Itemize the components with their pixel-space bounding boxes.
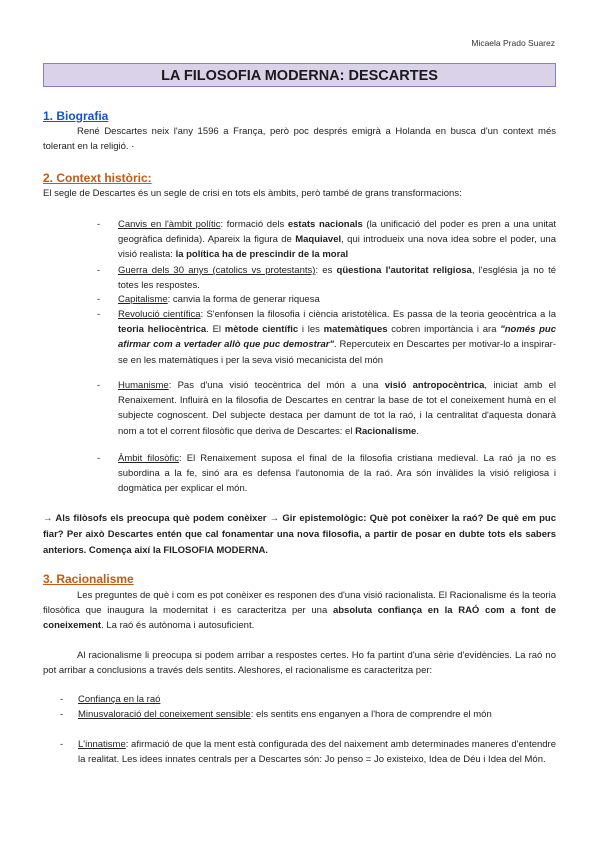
page-title: LA FILOSOFIA MODERNA: DESCARTES bbox=[43, 63, 556, 87]
list-item bbox=[97, 263, 556, 293]
context-conclusion: → Als filòsofs els preocupa què podem conèixer → Gir epistemològic: Què pot conèixer la raó? De què em puc fiar? Per això Descartes entén que cal fonamentar una nova filosofia, a partir de posar en dubte tots els sabers anteriors. Comença així la FILOSOFIA MODERNA. bbox=[43, 513, 556, 556]
item-text: : formació dels bbox=[220, 219, 288, 230]
item-label: L'innatisme bbox=[78, 739, 126, 750]
item-text: : El Renaixement suposa el final de la filosofia cristiana medieval. La raó ja no es subordina a la fe, sinó ara es defensa l'autonomia de la raó. Ara són invàlides la visió religiosa i dogmàtica per explicar el món. bbox=[118, 453, 556, 495]
item-text: . bbox=[416, 425, 419, 437]
item-bold: visió antropocèntrica bbox=[384, 380, 485, 391]
list-item bbox=[60, 737, 556, 767]
item-bold: estats nacionals bbox=[287, 219, 363, 230]
item-text: , qui introdueix una nova idea sobre el poder, una visió realista: bbox=[118, 234, 556, 261]
item-label: Àmbit filosòfic bbox=[118, 453, 180, 464]
item-label: Humanisme bbox=[118, 380, 169, 391]
bullet-dash: - bbox=[97, 453, 101, 464]
paragraph-text: Les preguntes de què i com es pot conèixer es responen des d'una visió racionalista. El Racionalisme és la teoria filosòfica que inaugura la modernitat i es caracteritza per una bbox=[43, 590, 556, 617]
item-text: : canvia la forma de generar riquesa bbox=[167, 294, 320, 305]
bullet-dash: - bbox=[97, 380, 101, 391]
item-bold: teoria heliocèntrica bbox=[118, 324, 207, 336]
item-bold: mètode científic bbox=[224, 324, 299, 336]
item-text: : S'enfonsen la filosofia i ciència aristotèlica. Es passa de la teoria geocèntrica a la bbox=[200, 309, 556, 320]
biografia-text: René Descartes neix l'any 1596 a França, però poc després emigrà a Holanda en busca d'un context més tolerant en la religió. · bbox=[43, 126, 556, 153]
bullet-dash: - bbox=[97, 294, 101, 305]
item-label: Canvis en l'àmbit polític bbox=[118, 219, 221, 230]
item-bold: la política ha de prescindir de la moral bbox=[175, 249, 349, 261]
list-item bbox=[97, 307, 556, 368]
item-text: i les bbox=[298, 324, 324, 336]
bullet-dash: - bbox=[60, 709, 64, 720]
bullet-dash: - bbox=[97, 219, 101, 230]
item-bold: qüestiona l'autoritat religiosa bbox=[336, 265, 472, 276]
list-item bbox=[97, 217, 556, 263]
list-item bbox=[60, 692, 556, 707]
item-bold: matemàtiques bbox=[323, 324, 388, 336]
item-text: (la unificació del poder es pren a una unitat geogràfica definida). Apareix la figura de bbox=[118, 219, 556, 246]
racionalisme-paragraph-1 bbox=[43, 588, 556, 634]
section-heading-racionalisme: 3. Racionalisme bbox=[43, 572, 134, 586]
section-heading-context: 2. Context històric: bbox=[43, 171, 152, 185]
list-item bbox=[60, 707, 556, 722]
item-text: . Repercuteix en Descartes per motivar-lo a inspirar-se en les matemàtiques i per la seva visió mecanicista del món bbox=[118, 339, 556, 366]
bullet-dash: - bbox=[60, 694, 64, 705]
paragraph-bold: absoluta confiança en la RAÓ com a font de coneixement bbox=[43, 605, 556, 632]
racionalisme-paragraph-2: Al racionalisme li preocupa si podem arribar a respostes certes. Ho fa partint d'una sèrie d'evidències. La raó no pot arribar a conclusions a través dels sentits. Aleshores, el racionalisme es caracteritza per: bbox=[43, 650, 556, 677]
item-label: Minusvaloració del coneixement sensible bbox=[78, 709, 251, 720]
item-label: Guerra dels 30 anys (catolics vs protestants) bbox=[118, 265, 316, 276]
item-bold: Racionalisme bbox=[355, 425, 417, 437]
item-text: : els sentits ens enganyen a l'hora de comprendre el món bbox=[250, 709, 492, 720]
item-bold-italic: "només puc afirmar com a vertader allò que puc demostrar" bbox=[118, 324, 556, 351]
bullet-dash: - bbox=[97, 265, 101, 276]
author-name: Micaela Prado Suarez bbox=[471, 38, 555, 48]
item-text: , iniciat amb el Renaixement. Influirà en la filosofia de Descartes en centrar la base de tot el coneixement humà en el subjecte cognoscent. Del subjecte destaca per damunt de tot la raó, i la centralitat d'aquesta donarà nom a tot el corrent filosòfic que deriva de Descartes: el bbox=[118, 380, 556, 437]
bullet-dash: - bbox=[97, 309, 101, 320]
list-item bbox=[97, 378, 556, 439]
item-text: : es bbox=[315, 265, 337, 276]
section-heading-biografia: 1. Biografia bbox=[43, 109, 109, 123]
list-item bbox=[97, 451, 556, 497]
bullet-dash: - bbox=[60, 739, 64, 750]
item-bold: Maquiavel bbox=[295, 234, 342, 246]
item-label: Confiança en la raó bbox=[78, 694, 161, 705]
item-label: Revolució científica bbox=[118, 309, 201, 320]
item-text: : afirmació de que la ment està configurada des del naixement amb determinades maneres d'entendre la realitat. Les idees innates centrals per a Descartes són: Jo penso = Jo existeixo, Idea de Déu i Idea del Món. bbox=[78, 739, 556, 766]
item-text: . El bbox=[206, 324, 225, 336]
paragraph-text: . La raó és autònoma i autosuficient. bbox=[101, 620, 255, 632]
item-label: Capitalisme bbox=[118, 294, 168, 305]
item-text: cobren importància i ara bbox=[387, 324, 501, 336]
item-text: , l'església ja no té totes les respostes. bbox=[118, 265, 556, 292]
context-intro: El segle de Descartes és un segle de crisi en tots els àmbits, però també de grans transformacions: bbox=[43, 188, 462, 199]
item-text: : Pas d'una visió teocèntrica del món a una bbox=[168, 380, 385, 391]
list-item bbox=[97, 292, 556, 307]
